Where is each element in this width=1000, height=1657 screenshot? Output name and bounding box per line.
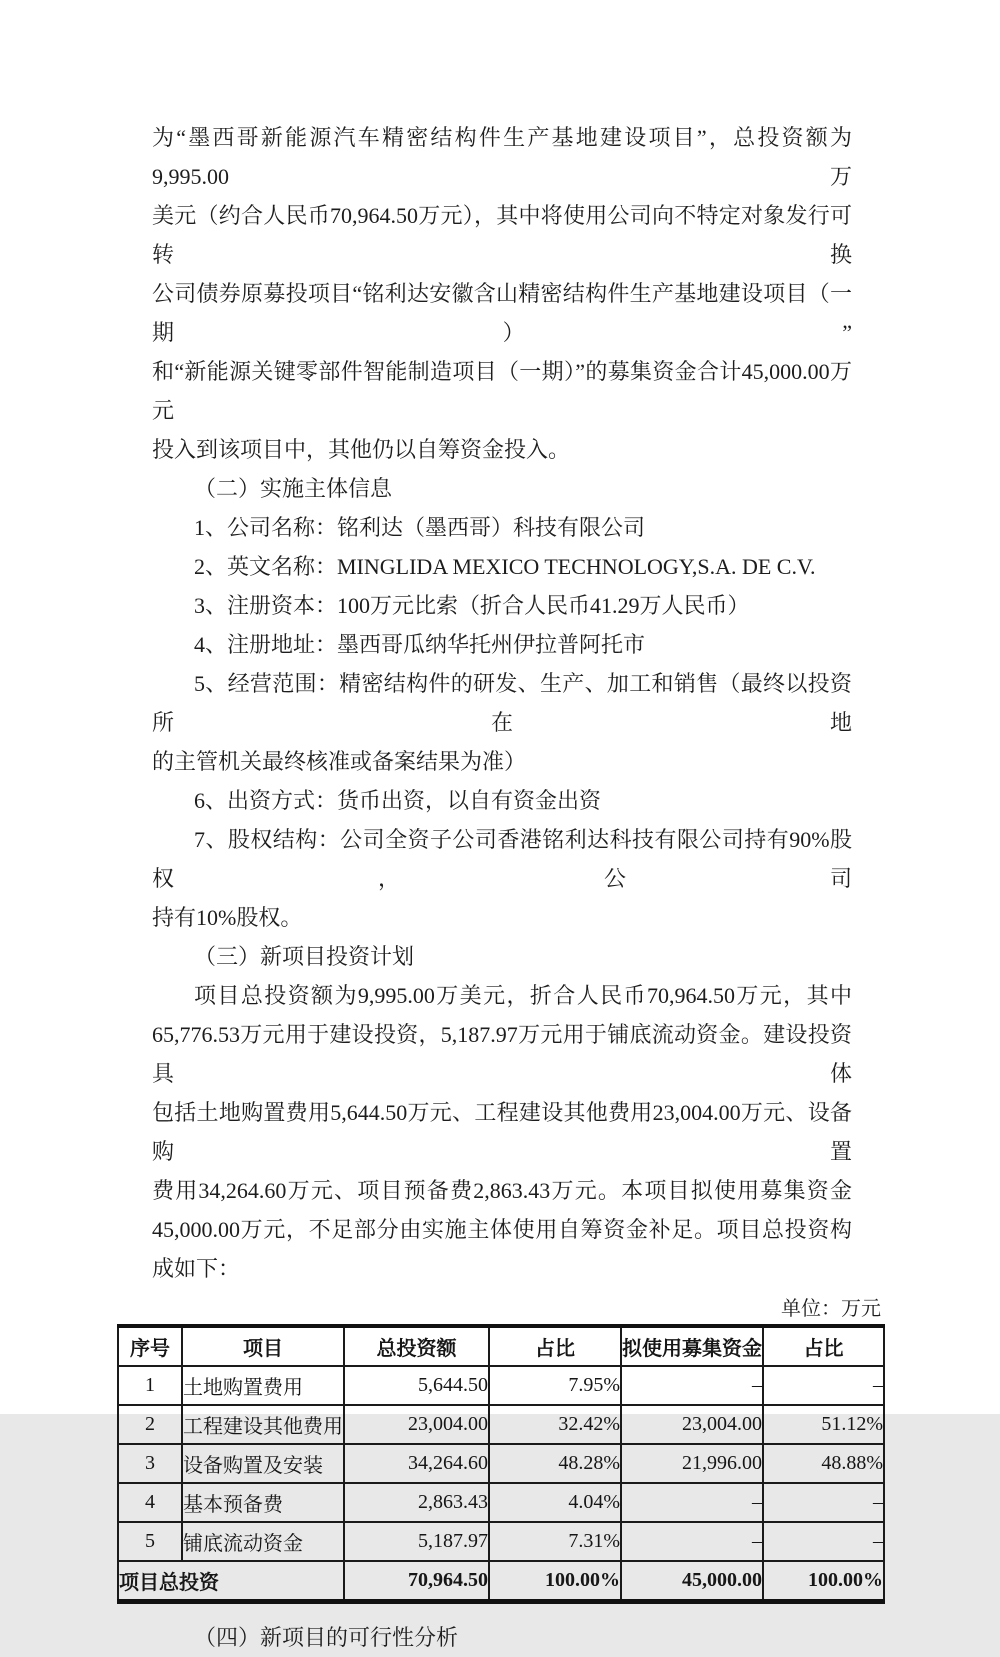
header-total-investment: 总投资额 [344, 1326, 489, 1366]
total-raised-cell: 45,000.00 [621, 1561, 763, 1602]
total-amount-cell: 70,964.50 [344, 1561, 489, 1602]
cell-raised: 23,004.00 [621, 1405, 763, 1444]
cell-amount: 23,004.00 [344, 1405, 489, 1444]
section-heading-3: （三）新项目投资计划 [194, 944, 415, 969]
cell-seq: 5 [118, 1522, 182, 1561]
cell-ratio: 7.95% [489, 1366, 621, 1405]
company-name-line: 1、公司名称：铭利达（墨西哥）科技有限公司 [194, 515, 646, 540]
cell-item: 土地购置费用 [182, 1366, 344, 1405]
cell-amount: 5,187.97 [344, 1522, 489, 1561]
equity-structure-line: 持有10%股权。 [152, 905, 303, 930]
table-header-row [118, 1326, 884, 1366]
section-heading-4: （四）新项目的可行性分析 [194, 1625, 459, 1650]
text-line: 投入到该项目中，其他仍以自筹资金投入。 [152, 437, 571, 462]
cell-raised: – [621, 1483, 763, 1522]
table-row [118, 1366, 884, 1405]
cell-item: 基本预备费 [182, 1483, 344, 1522]
registered-address-line: 4、注册地址：墨西哥瓜纳华托州伊拉普阿托市 [194, 632, 646, 657]
registered-capital-line: 3、注册资本：100万元比索（折合人民币41.29万人民币） [194, 593, 750, 618]
section-heading-2: （二）实施主体信息 [194, 476, 393, 501]
table-total-row [118, 1561, 884, 1602]
table-row [118, 1444, 884, 1483]
cell-ratio: 4.04% [489, 1483, 621, 1522]
text-line: 项目总投资额为9,995.00万美元，折合人民币70,964.50万元，其中 [194, 983, 852, 1008]
text-line: 45,000.00万元，不足部分由实施主体使用自筹资金补足。项目总投资构成如下： [152, 1217, 852, 1281]
cell-amount: 34,264.60 [344, 1444, 489, 1483]
header-item: 项目 [182, 1326, 344, 1366]
header-seq: 序号 [118, 1326, 182, 1366]
table-unit-label: 单位：万元 [781, 1298, 881, 1320]
cell-ratio: – [763, 1483, 884, 1522]
cell-raised: 21,996.00 [621, 1444, 763, 1483]
header-raised-funds: 拟使用募集资金 [621, 1326, 763, 1366]
cell-ratio: 32.42% [489, 1405, 621, 1444]
text-line: 包括土地购置费用5,644.50万元、工程建设其他费用23,004.00万元、设备购置 [152, 1100, 852, 1164]
text-line: 和“新能源关键零部件智能制造项目（一期）”的募集资金合计45,000.00万元 [152, 359, 852, 423]
cell-seq: 3 [118, 1444, 182, 1483]
cell-seq: 4 [118, 1483, 182, 1522]
cell-raised: – [621, 1366, 763, 1405]
business-scope-line: 5、经营范围：精密结构件的研发、生产、加工和销售（最终以投资所在地 [152, 671, 852, 735]
total-ratio-cell: 100.00% [763, 1561, 884, 1602]
text-line: 费用34,264.60万元、项目预备费2,863.43万元。本项目拟使用募集资金 [152, 1178, 852, 1203]
text-line: 65,776.53万元用于建设投资，5,187.97万元用于铺底流动资金。建设投资具体 [152, 1022, 852, 1086]
text-line: 为“墨西哥新能源汽车精密结构件生产基地建设项目”，总投资额为9,995.00万 [152, 125, 852, 189]
header-ratio-2: 占比 [763, 1326, 884, 1366]
cell-item: 工程建设其他费用 [182, 1405, 344, 1444]
equity-structure-line: 7、股权结构：公司全资子公司香港铭利达科技有限公司持有90%股权，公司 [152, 827, 852, 891]
cell-seq: 1 [118, 1366, 182, 1405]
cell-ratio: 48.88% [763, 1444, 884, 1483]
cell-item: 铺底流动资金 [182, 1522, 344, 1561]
cell-ratio: 48.28% [489, 1444, 621, 1483]
cell-ratio: – [763, 1522, 884, 1561]
cell-raised: – [621, 1522, 763, 1561]
investment-table [117, 1324, 885, 1604]
table-row [118, 1405, 884, 1444]
text-line: 美元（约合人民币70,964.50万元），其中将使用公司向不特定对象发行可转换 [152, 203, 852, 267]
total-label-cell: 项目总投资 [118, 1561, 344, 1602]
cell-ratio: 7.31% [489, 1522, 621, 1561]
header-ratio-1: 占比 [489, 1326, 621, 1366]
document-body-continued [152, 1618, 852, 1657]
cell-amount: 5,644.50 [344, 1366, 489, 1405]
cell-seq: 2 [118, 1405, 182, 1444]
investment-table-section [117, 1294, 883, 1604]
business-scope-line: 的主管机关最终核准或备案结果为准） [152, 749, 527, 774]
document-body [152, 0, 852, 1288]
text-line: 公司债券原募投项目“铭利达安徽含山精密结构件生产基地建设项目（一期）” [152, 281, 852, 345]
cell-ratio: – [763, 1366, 884, 1405]
cell-amount: 2,863.43 [344, 1483, 489, 1522]
table-row [118, 1522, 884, 1561]
table-row [118, 1483, 884, 1522]
cell-ratio: 51.12% [763, 1405, 884, 1444]
funding-method-line: 6、出资方式：货币出资，以自有资金出资 [194, 788, 602, 813]
english-name-line: 2、英文名称：MINGLIDA MEXICO TECHNOLOGY,S.A. DE C.V. [194, 554, 816, 579]
total-ratio-cell: 100.00% [489, 1561, 621, 1602]
cell-item: 设备购置及安装 [182, 1444, 344, 1483]
